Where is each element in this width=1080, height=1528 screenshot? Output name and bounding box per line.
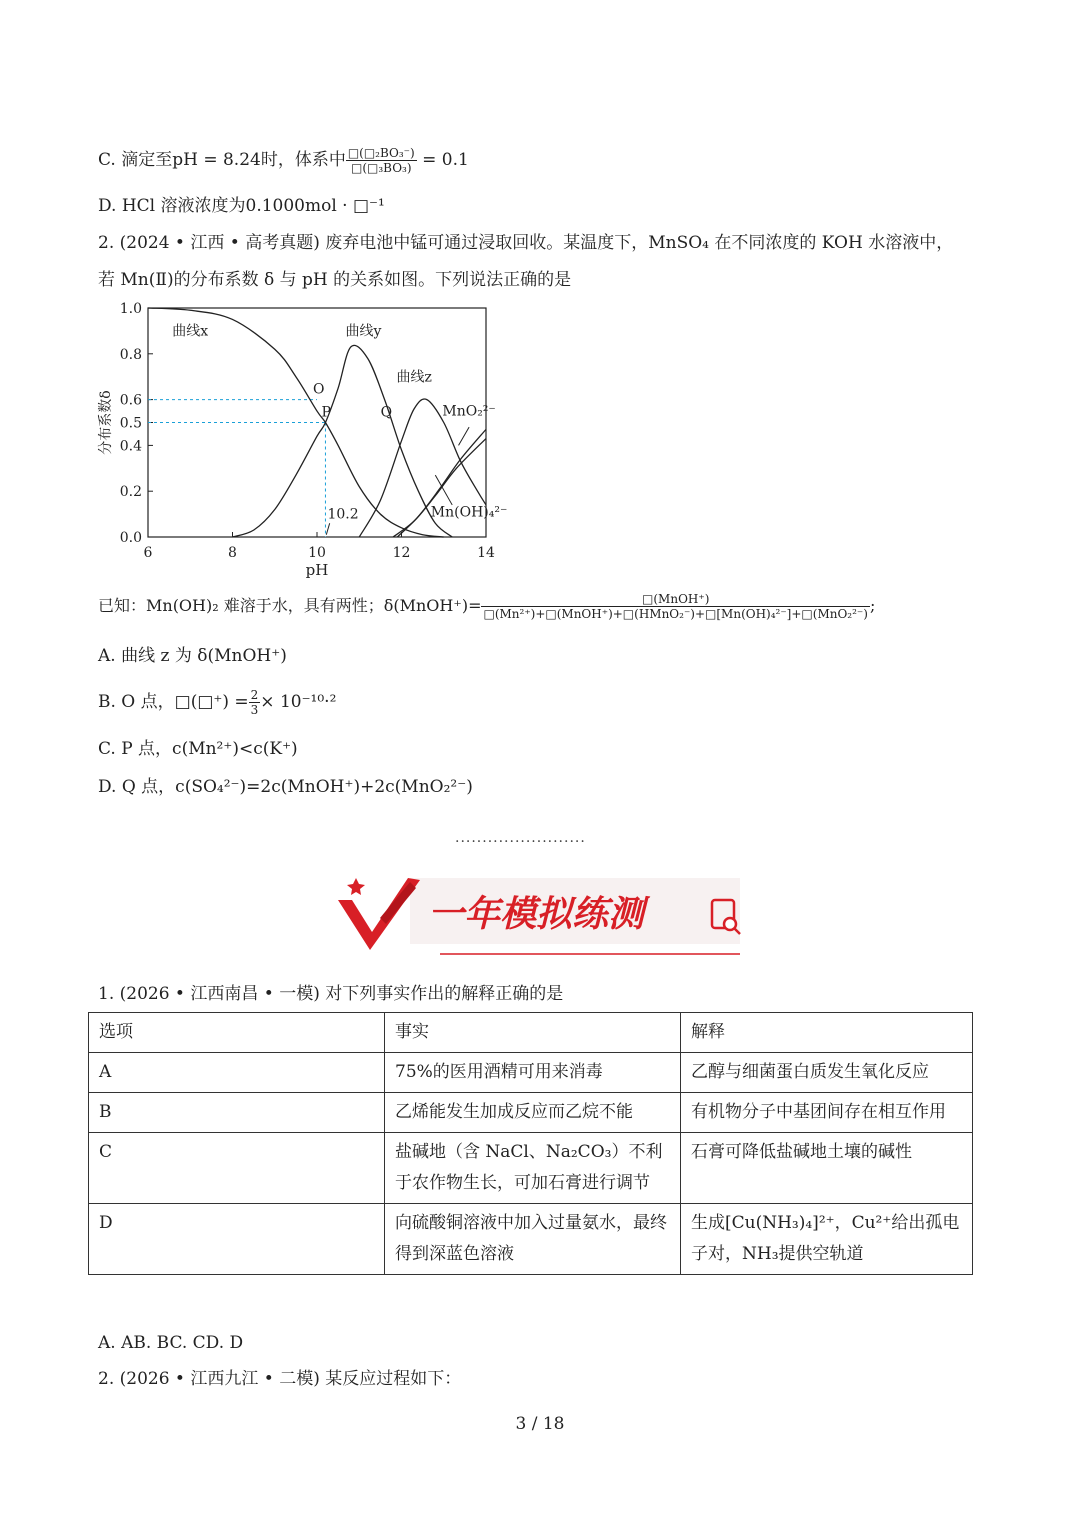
table-row	[89, 1053, 973, 1093]
annotation-arrow	[435, 475, 452, 505]
x-axis-label: pH	[305, 561, 329, 579]
x-tick-label: 8	[228, 545, 237, 561]
banner-title: 一年模拟练测	[428, 894, 645, 935]
x-tick-label: 14	[477, 545, 495, 561]
explain-cell: 有机物分子中基团间存在相互作用	[681, 1093, 973, 1133]
series-label: 曲线z	[396, 369, 432, 386]
annotation-arrow	[459, 427, 470, 445]
x-tick-label: 6	[143, 545, 153, 561]
q2-option-b: B. O 点，□(□⁺) = $\frac{2}{3}$ × 10⁻¹⁰·²	[98, 688, 337, 717]
explain-cell: 乙醇与细菌蛋白质发生氧化反应	[681, 1053, 973, 1093]
q2-stem-line2: 若 Mn(Ⅱ)的分布系数 δ 与 pH 的关系如图。下列说法正确的是	[98, 270, 572, 290]
y-tick-label: 0.6	[119, 392, 142, 409]
q2-stem-line1: 2. (2024 • 江西 • 高考真题) 废弃电池中锰可通过浸取回收。某温度下，MnSO₄ 在不同浓度的 KOH 水溶液中，	[98, 233, 954, 253]
table-row	[89, 1093, 973, 1133]
q3-answer-options: A. AB. BC. CD. D	[98, 1333, 244, 1353]
checkmark-pen-icon	[338, 878, 420, 950]
fraction: $\frac{\text{□(□₂BO₃⁻)}}{\text{□(□₃BO₃)}}$	[347, 146, 415, 175]
option-cell: A	[89, 1053, 385, 1093]
series-label: MnO₂²⁻	[442, 403, 496, 420]
prev-option-d: D. HCl 溶液浓度为0.1000mol · □⁻¹	[98, 196, 385, 216]
option-cell: B	[89, 1093, 385, 1133]
q2-option-a: A. 曲线 z 为 δ(MnOH⁺)	[98, 646, 287, 666]
series-line-4	[393, 439, 486, 537]
header-cell: 事实	[385, 1013, 681, 1053]
point-label: Q	[380, 404, 393, 421]
options-table	[88, 1012, 973, 1275]
table-row	[89, 1133, 973, 1204]
table-header-row	[89, 1013, 973, 1053]
x-tick-label: 12	[392, 545, 411, 561]
y-tick-label: 0.5	[119, 415, 142, 432]
fact-cell: 向硫酸铜溶液中加入过量氨水，最终得到深蓝色溶液	[385, 1204, 681, 1275]
annotation-arrow	[326, 523, 329, 534]
series-label: 曲线x	[172, 323, 209, 340]
point-label: P	[321, 404, 331, 421]
y-axis-label: 分布系数δ	[98, 390, 114, 455]
header-cell: 选项	[89, 1013, 385, 1053]
q2-option-d: D. Q 点，c(SO₄²⁻)=2c(MnOH⁺)+2c(MnO₂²⁻)	[98, 777, 473, 797]
fraction: $\frac{2}{3}$	[250, 688, 259, 717]
q3-stem: 1. (2026 • 江西南昌 • 一模) 对下列事实作出的解释正确的是	[98, 984, 564, 1004]
fact-cell: 乙烯能发生加成反应而乙烷不能	[385, 1093, 681, 1133]
fact-cell: 盐碱地（含 NaCl、Na₂CO₃）不利于农作物生长，可加石膏进行调节	[385, 1133, 681, 1204]
prev-option-c: C. 滴定至pH = 8.24时，体系中 $\frac{\text{□(□₂BO₃⁻)}}{\text{□(□₃BO₃)}}$ = 0.1	[98, 146, 469, 175]
option-cell: D	[89, 1204, 385, 1275]
series-label: 曲线y	[345, 323, 382, 340]
explain-cell: 生成[Cu(NH₃)₄]²⁺，Cu²⁺给出孤电子对，NH₃提供空轨道	[681, 1204, 973, 1275]
point-label: O	[313, 381, 325, 398]
y-tick-label: 0.4	[119, 438, 142, 455]
q2-option-c: C. P 点，c(Mn²⁺)<c(K⁺)	[98, 739, 298, 759]
q4-stem: 2. (2026 • 江西九江 • 二模) 某反应过程如下：	[98, 1369, 462, 1389]
header-cell: 解释	[681, 1013, 973, 1053]
fraction: $\frac{\text{□(MnOH⁺)}}{\text{□(Mn²⁺)+□(MnOH⁺)+□(HMnO₂⁻)+□[Mn(OH)₄²⁻]+□(MnO₂²⁻)}}$	[483, 592, 868, 621]
y-tick-label: 0.8	[119, 346, 142, 363]
section-separator: ........................	[455, 830, 586, 846]
table-row	[89, 1204, 973, 1275]
explain-cell: 石膏可降低盐碱地土壤的碱性	[681, 1133, 973, 1204]
x-tick-label: 10	[308, 545, 326, 561]
section-banner	[330, 870, 750, 962]
page-number: 3 / 18	[515, 1414, 565, 1434]
series-label: Mn(OH)₄²⁻	[430, 504, 508, 521]
option-cell: C	[89, 1133, 385, 1204]
distribution-chart	[96, 296, 516, 581]
y-tick-label: 1.0	[119, 301, 142, 317]
annotation-label: 10.2	[327, 506, 359, 523]
y-tick-label: 0.0	[119, 530, 142, 546]
y-tick-label: 0.2	[119, 484, 142, 501]
fact-cell: 75%的医用酒精可用来消毒	[385, 1053, 681, 1093]
q2-known: 已知：Mn(OH)₂ 难溶于水，具有两性；δ(MnOH⁺)= $\frac{\text{□(MnOH⁺)}}{\text{□(Mn²⁺)+□(MnOH⁺)+□(HMnO₂⁻)+□[Mn(OH)₄²⁻]+□(MnO₂²⁻)}}$ ;	[98, 592, 876, 621]
